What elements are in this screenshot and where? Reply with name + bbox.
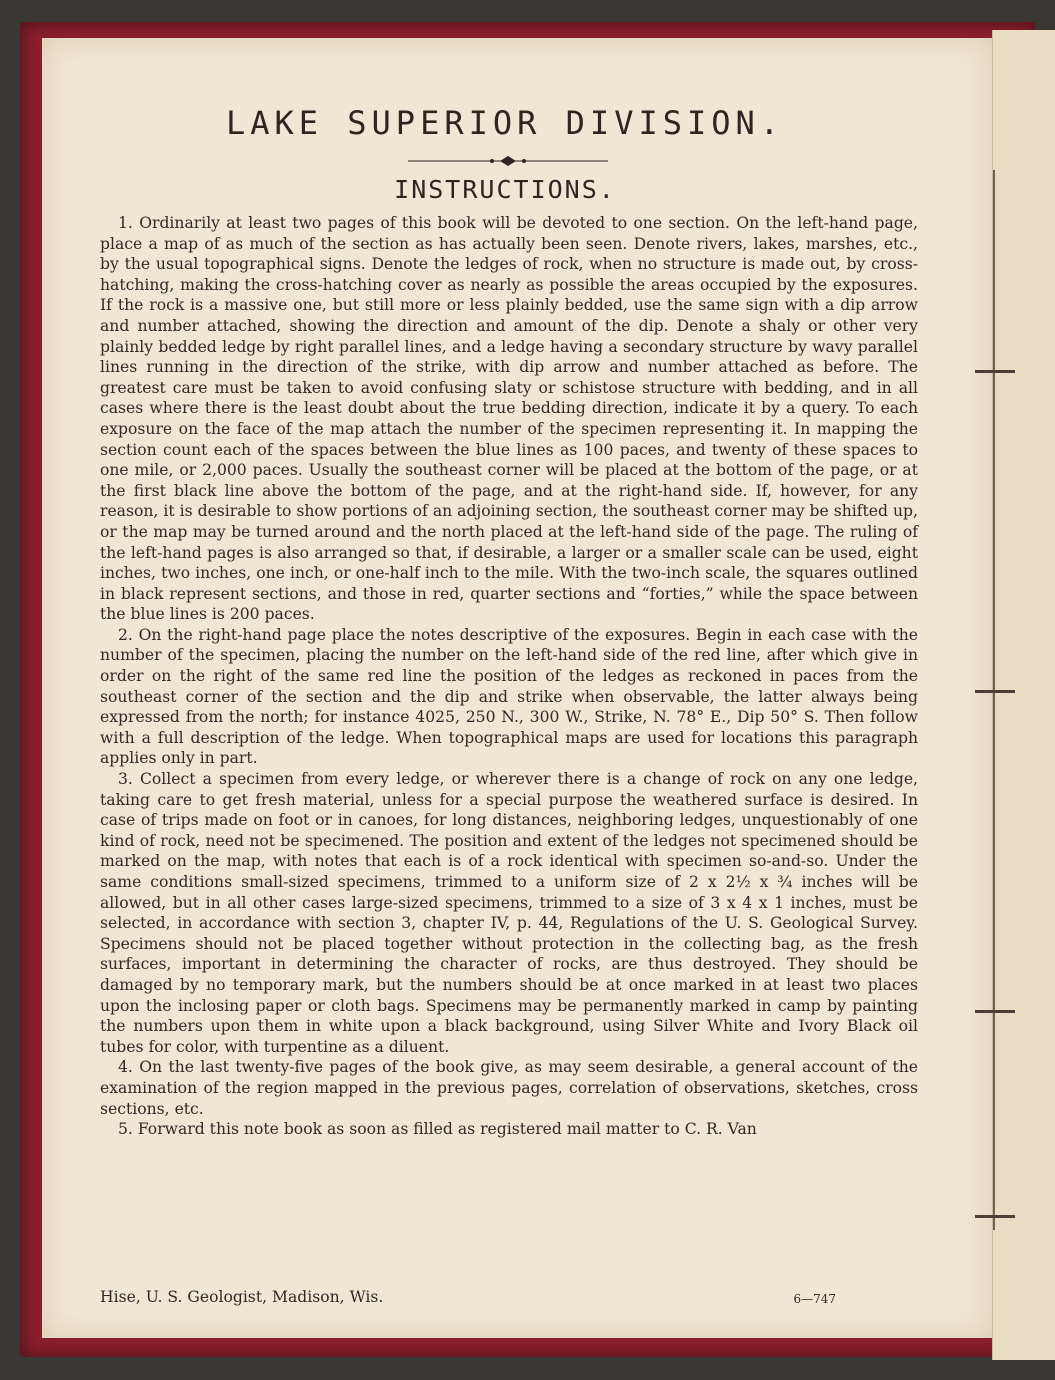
- instruction-paragraph-3: 3. Collect a specimen from every ledge, or wherever there is a change of rock on any one ledge, taking care to get fresh material, unless for a special purpose the weathered surface is desired. In case of trips made on foot or in canoes, for long distances, neighboring ledges, unquestionably of one kind of rock, need not be specimened. The position and extent of the ledges not specimened should be marked on the map, with notes that each is of a rock identical with specimen so-and-so. Under the same conditions small-sized specimens, trimmed to a uniform size of 2 x 2½ x ¾ inches will be allowed, but in all other cases large-sized specimens, trimmed to a size of 3 x 4 x 1 inches, must be selected, in accordance with section 3, chapter IV, p. 44, Regulations of the U. S. Geological Survey. Specimens should not be placed together without protection in the collecting bag, as the fresh surfaces, important in determining the character of rocks, are thus destroyed. They should be damaged by no temporary mark, but the numbers should be at once marked in at least two places upon the inclosing paper or cloth bags. Specimens may be permanently marked in camp by painting the numbers upon them in white upon a black background, using Silver White and Ivory Black oil tubes for color, with turpentine as a diluent.: [100, 770, 918, 1056]
- ornament-divider: [408, 154, 608, 168]
- form-number: 6—747: [793, 1292, 836, 1306]
- page-footer: [100, 1287, 918, 1310]
- instruction-paragraph-2: 2. On the right-hand page place the notes descriptive of the exposures. Begin in each case with the number of the specimen, placing the number on the left-hand side of the red line, after which give in order on the right of the same red line the position of the ledges as reckoned in paces from the southeast corner of the section and the dip and strike when observable, the latter always being expressed from the north; for instance 4025, 250 N., 300 W., Strike, N. 78° E., Dip 50° S. Then follow with a full description of the ledge. When topographical maps are used for locations this paragraph applies only in part.: [100, 625, 918, 768]
- binding-stitch: [975, 690, 1015, 693]
- final-line: Hise, U. S. Geologist, Madison, Wis.: [100, 1288, 384, 1306]
- instructions-body: [100, 213, 918, 1140]
- instruction-paragraph-5: 5. Forward this note book as soon as filled as registered mail matter to C. R. Van: [118, 1120, 757, 1139]
- binding-thread: [993, 170, 995, 1230]
- binding-stitch: [975, 370, 1015, 373]
- division-heading: LAKE SUPERIOR DIVISION.: [225, 104, 785, 142]
- instruction-paragraph-1: 1. Ordinarily at least two pages of this book will be devoted to one section. On the left-hand page, place a map of as much of the section as has actually been seen. Denote rivers, lakes, marshes, etc., by the usual topographical signs. Denote the ledges of rock, when no structure is made out, by cross-hatching, making the cross-hatching cover as nearly as possible the areas occupied by the exposures. If the rock is a massive one, but still more or less plainly bedded, use the same sign with a dip arrow and number attached, showing the direction and amount of the dip. Denote a shaly or other very plainly bedded ledge by right parallel lines, and a ledge having a secondary structure by wavy parallel lines running in the direction of the strike, with dip arrow and number attached as before. The greatest care must be taken to avoid confusing slaty or schistose structure with bedding, and in all cases where there is the least doubt about the true bedding direction, indicate it by a query. To each exposure on the face of the map attach the number of the specimen representing it. In mapping the section count each of the spaces between the blue lines as 100 paces, and twenty of these spaces to one mile, or 2,000 paces. Usually the southeast corner will be placed at the bottom of the page, or at the first black line above the bottom of the page, and at the right-hand side. If, however, for any reason, it is desirable to show portions of an adjoining section, the southeast corner may be shifted up, or the map may be turned around and the north placed at the left-hand side of the page. The ruling of the left-hand pages is also arranged so that, if desirable, a larger or a smaller scale can be used, eight inches, two inches, one inch, or one-half inch to the mile. With the two-inch scale, the squares outlined in black represent sections, and those in red, quarter sections and “forties,” while the space between the blue lines is 200 paces.: [100, 214, 918, 624]
- instructions-title: INSTRUCTIONS.: [394, 175, 616, 204]
- binding-stitch: [975, 1010, 1015, 1013]
- binding-stitch: [975, 1215, 1015, 1218]
- instruction-paragraph-4: 4. On the last twenty-five pages of the book give, as may seem desirable, a general account of the examination of the region mapped in the previous pages, correlation of observations, sketches, cross sections, etc.: [100, 1058, 918, 1118]
- adjacent-page-edge: [992, 30, 1055, 1360]
